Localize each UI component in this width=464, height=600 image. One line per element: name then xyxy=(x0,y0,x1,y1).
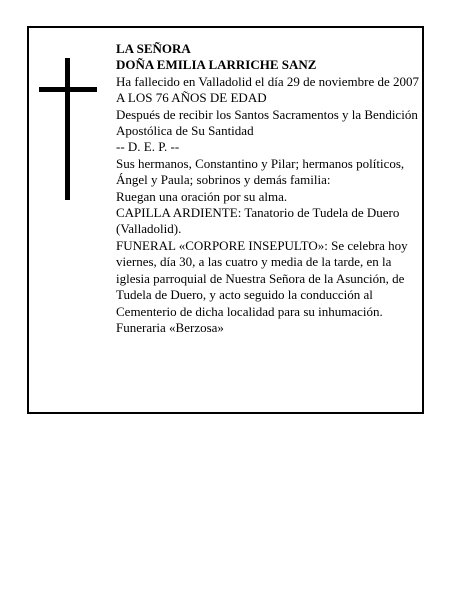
funeral-home: Funeraria «Berzosa» xyxy=(116,319,224,335)
cross-icon xyxy=(39,58,97,200)
obituary-notice xyxy=(27,26,424,414)
cross-vertical-bar xyxy=(65,58,70,200)
death-info: Ha fallecido en Valladolid el día 29 de noviembre de 2007 xyxy=(116,73,419,89)
prayer-request: Ruegan una oración por su alma. xyxy=(116,188,288,204)
notice-heading: LA SEÑORA xyxy=(116,41,191,56)
chapel-info: CAPILLA ARDIENTE: Tanatorio de Tudela de Duero (Valladolid). xyxy=(116,205,400,237)
cross-horizontal-bar xyxy=(39,87,97,92)
family-line: Sus hermanos, Constantino y Pilar; hermanos políticos, Ángel y Paula; sobrinos y demás familia: xyxy=(116,155,405,188)
deceased-name: DOÑA EMILIA LARRICHE SANZ xyxy=(116,57,317,73)
funeral-info: FUNERAL «CORPORE INSEPULTO»: Se celebra hoy viernes, día 30, a las cuatro y media de la tarde, en la iglesia parroquial de Nuestra Señora de la Asunción, de Tudela de Duero, y acto seguido la conducción al Cementerio de dicha localidad para su inhumación. xyxy=(116,237,408,319)
sacraments-line: Después de recibir los Santos Sacramentos y la Bendición Apostólica de Su Santidad xyxy=(116,106,418,139)
notice-text xyxy=(116,41,423,336)
rip-line: -- D. E. P. -- xyxy=(116,139,180,155)
age-line: A LOS 76 AÑOS DE EDAD xyxy=(116,90,267,106)
